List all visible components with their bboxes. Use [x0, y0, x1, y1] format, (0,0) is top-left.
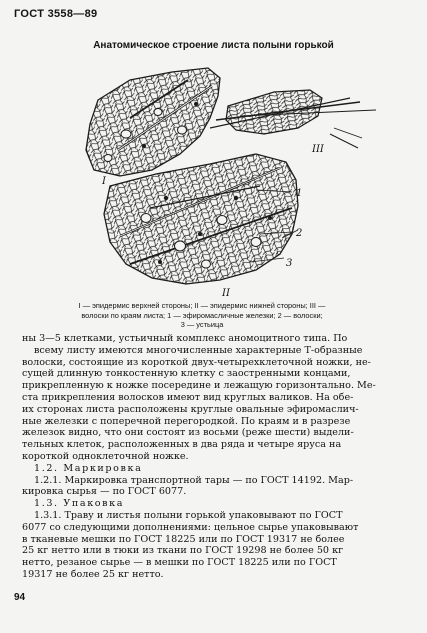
section-text-line: 19317 не более 25 кг нетто. [22, 568, 164, 580]
leaf-anatomy-illustration [60, 58, 380, 298]
paragraph-line: ные железки с поперечной перегородкой. По краям и в разрезе [22, 415, 351, 427]
paragraph-line: их сторонах листа расположены круглые овальные эфиромаслич- [22, 403, 359, 415]
section-text-line: нетто, резаное сырье — в мешки по ГОСТ 18225 или по ГОСТ [22, 557, 337, 569]
section-text-line: 25 кг нетто или в тюки из ткани по ГОСТ 19298 не более 50 кг [22, 545, 344, 557]
page-number: 94 [14, 592, 26, 603]
section-text-line: 1.3.1. Траву и листья полыни горькой упаковывают по ГОСТ [34, 509, 343, 521]
fragment-edge-hairs [210, 90, 376, 148]
section-text-line: 1.2.1. Маркировка транспортной тары — по ГОСТ 14192. Мар- [34, 474, 354, 486]
section-heading-packing: 1.3. Упаковка [34, 498, 125, 510]
body-text [22, 333, 406, 581]
document-code-header: ГОСТ 3558—89 [14, 8, 98, 20]
label-fig-II: II [222, 288, 230, 298]
figure-title: Анатомическое строение листа полыни горькой [93, 40, 334, 51]
caption-line: I — эпидермис верхней стороны; II — эпидермис нижней стороны; III — [78, 301, 326, 310]
label-fig-I: I [102, 176, 106, 187]
paragraph-line: тельных клеток, расположенных в два ряда и четыре яруса на [22, 439, 342, 451]
section-heading-marking: 1.2. Маркировка [34, 462, 143, 474]
label-fig-III: III [312, 144, 324, 155]
paragraph-line: ны 3—5 клетками, устьичный комплекс аномоцитного типа. По [22, 333, 348, 344]
caption-line: 3 — устьица [180, 320, 224, 329]
label-num-3: 3 [286, 258, 293, 269]
paragraph-line: железок видно, что они состоят из восьми (реже шести) выдели- [22, 427, 354, 439]
label-num-1: 1 [296, 188, 303, 199]
figure-caption [22, 301, 382, 330]
paragraph-line: ста прикрепления волосков имеют вид круглых валиков. На обе- [22, 391, 354, 403]
paragraph-line: прикрепленную к ножке посередине и лежащую горизонтально. Ме- [22, 380, 376, 392]
paragraph-line: волоски, состоящие из короткой двух-четырехклеточной ножки, не- [22, 356, 371, 368]
paragraph-line: всему листу имеются многочисленные характерные Т-образные [34, 344, 363, 356]
section-text-line: в тканевые мешки по ГОСТ 18225 или по ГОСТ 19317 не более [22, 533, 345, 545]
fragment-upper-epidermis [86, 68, 220, 176]
paragraph-line: сущей длинную тонкостенную клетку с заостренными концами, [22, 368, 351, 380]
label-num-2: 2 [296, 228, 303, 239]
paragraph-line: короткой одноклеточной ножке. [22, 450, 189, 462]
section-text-line: кировка сырья — по ГОСТ 6077. [22, 486, 187, 498]
caption-line: волоски по краям листа; 1 — эфиромасличные железки; 2 — волоски; [81, 310, 323, 320]
section-text-line: 6077 со следующими дополнениями: цельное сырье упаковывают [22, 521, 359, 533]
